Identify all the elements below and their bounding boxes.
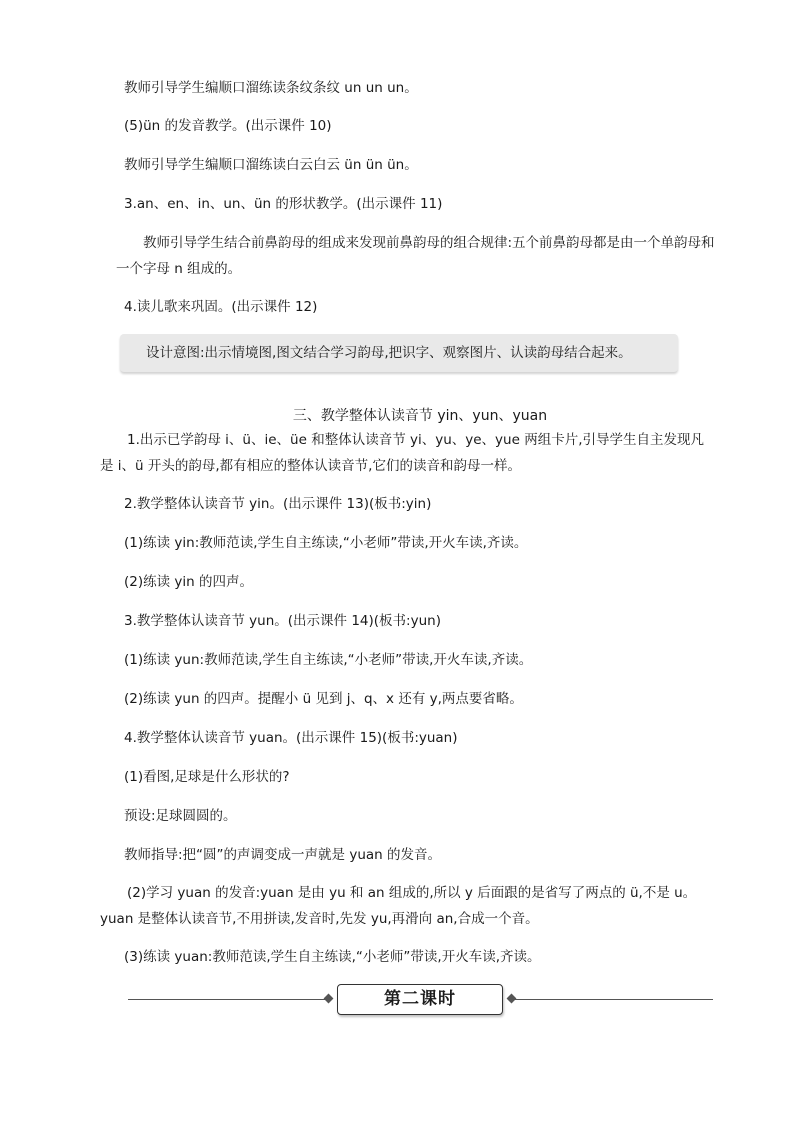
paragraph: 2.教学整体认读音节 yin。(出示课件 13)(板书:yin) (124, 496, 432, 512)
paragraph: 教师引导学生编顺口溜练读条纹条纹 un un un。 (124, 80, 418, 96)
design-intent-text: 设计意图:出示情境图,图文结合学习韵母,把识字、观察图片、认读韵母结合起来。 (146, 345, 632, 361)
divider-right (513, 999, 713, 1000)
divider-left (128, 999, 328, 1000)
lesson-title: 第二课时 (337, 984, 503, 1015)
paragraph: 4.教学整体认读音节 yuan。(出示课件 15)(板书:yuan) (124, 730, 458, 746)
paragraph: (5)ün 的发音教学。(出示课件 10) (124, 118, 332, 134)
paragraph: 预设:足球圆圆的。 (124, 808, 237, 824)
paragraph: (3)练读 yuan:教师范读,学生自主练读,“小老师”带读,开火车读,齐读。 (124, 949, 541, 965)
paragraph: 3.an、en、in、un、ün 的形状教学。(出示课件 11) (124, 196, 443, 212)
paragraph: (1)看图,足球是什么形状的? (124, 769, 290, 785)
paragraph: 4.读儿歌来巩固。(出示课件 12) (124, 299, 318, 315)
paragraph: (1)练读 yun:教师范读,学生自主练读,“小老师”带读,开火车读,齐读。 (124, 652, 533, 668)
paragraph: 教师指导:把“圆”的声调变成一声就是 yuan 的发音。 (124, 847, 441, 863)
paragraph: 3.教学整体认读音节 yun。(出示课件 14)(板书:yun) (124, 613, 441, 629)
paragraph: (2)练读 yin 的四声。 (124, 574, 254, 590)
paragraph: 教师引导学生结合前鼻韵母的组成来发现前鼻韵母的组合规律:五个前鼻韵母都是由一个单韵母和一个字母 n 组成的。 (116, 235, 715, 277)
paragraph: (2)练读 yun 的四声。提醒小 ü 见到 j、q、x 还有 y,两点要省略。 (124, 691, 523, 707)
design-intent-note (120, 334, 678, 372)
paragraph: (1)练读 yin:教师范读,学生自主练读,“小老师”带读,开火车读,齐读。 (124, 535, 528, 551)
paragraph: (2)学习 yuan 的发音:yuan 是由 yu 和 an 组成的,所以 y 后面跟的是省写了两点的 ü,不是 u。yuan 是整体认读音节,不用拼读,发音时,先发 yu,再滑向 an,合成一个音。 (100, 885, 697, 927)
section-heading: 三、教学整体认读音节 yin、yun、yuan (292, 408, 548, 424)
paragraph: 教师引导学生编顺口溜练读白云白云 ün ün ün。 (124, 157, 418, 173)
diamond-left-icon (324, 994, 334, 1004)
paragraph: 1.出示已学韵母 i、ü、ie、üe 和整体认读音节 yi、yu、ye、yue 两组卡片,引导学生自主发现凡是 i、ü 开头的韵母,都有相应的整体认读音节,它们的读音和韵母一样。 (100, 432, 704, 474)
